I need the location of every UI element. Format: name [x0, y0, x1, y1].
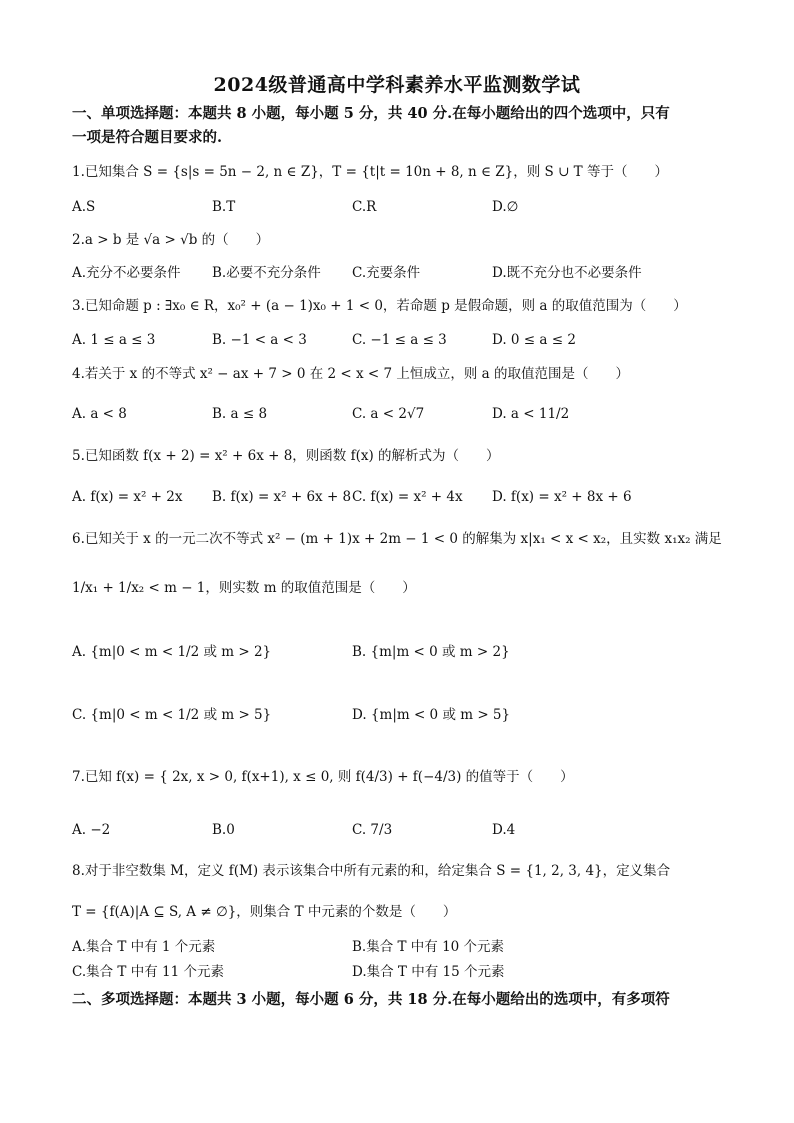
question-8-option-b: B.集合 T 中有 10 个元素: [352, 939, 505, 955]
question-2-option-b: B.必要不充分条件: [212, 265, 321, 281]
question-7-option-c: C. 7/3: [352, 822, 393, 838]
question-7-option-a: A. −2: [72, 822, 111, 838]
question-5-option-c: C. f(x) = x² + 4x: [352, 489, 463, 505]
question-4-stem: 4.若关于 x 的不等式 x² − ax + 7 > 0 在 2 < x < 7 上恒成立，则 a 的取值范围是（ ）: [72, 366, 629, 382]
question-1-option-c: C.R: [352, 199, 377, 215]
question-8-stem-line2: T = {f(A)|A ⊆ S, A ≠ ∅}，则集合 T 中元素的个数是（ ）: [72, 904, 457, 920]
question-2-stem: 2.a > b 是 √a > √b 的（ ）: [72, 232, 270, 248]
question-7-option-b: B.0: [212, 822, 235, 838]
question-1-option-b: B.T: [212, 199, 236, 215]
question-3-option-a: A. 1 ≤ a ≤ 3: [72, 332, 156, 348]
question-5-stem: 5.已知函数 f(x + 2) = x² + 6x + 8，则函数 f(x) 的解析式为（ ）: [72, 448, 500, 464]
question-6-stem: 6.已知关于 x 的一元二次不等式 x² − (m + 1)x + 2m − 1 < 0 的解集为 x|x₁ < x < x₂，且实数 x₁x₂ 满足: [72, 531, 722, 547]
question-5-option-d: D. f(x) = x² + 8x + 6: [492, 489, 632, 505]
question-8-option-a: A.集合 T 中有 1 个元素: [72, 939, 216, 955]
question-6-option-b: B. {m|m < 0 或 m > 2}: [352, 644, 510, 660]
question-3-option-b: B. −1 < a < 3: [212, 332, 307, 348]
question-2-option-a: A.充分不必要条件: [72, 265, 181, 281]
section1-header-line1: 一、单项选择题：本题共 8 小题，每小题 5 分，共 40 分.在每小题给出的四个选项中，只有: [72, 105, 670, 122]
question-2-option-d: D.既不充分也不必要条件: [492, 265, 642, 281]
question-6-option-d: D. {m|m < 0 或 m > 5}: [352, 707, 511, 723]
question-3-option-d: D. 0 ≤ a ≤ 2: [492, 332, 576, 348]
question-5-option-b: B. f(x) = x² + 6x + 8: [212, 489, 352, 505]
question-8-option-d: D.集合 T 中有 15 个元素: [352, 964, 505, 980]
question-5-option-a: A. f(x) = x² + 2x: [72, 489, 183, 505]
question-1-option-a: A.S: [72, 199, 96, 215]
question-6-option-c: C. {m|0 < m < 1/2 或 m > 5}: [72, 707, 272, 723]
question-3-option-c: C. −1 ≤ a ≤ 3: [352, 332, 447, 348]
question-4-option-b: B. a ≤ 8: [212, 406, 268, 422]
question-6-stem-line2: 1/x₁ + 1/x₂ < m − 1，则实数 m 的取值范围是（ ）: [72, 580, 416, 596]
question-4-option-d: D. a < 11/2: [492, 406, 570, 422]
question-1-stem: 1.已知集合 S = {s|s = 5n − 2, n ∈ Z}，T = {t|t = 10n + 8, n ∈ Z}，则 S ∪ T 等于（ ）: [72, 164, 668, 180]
question-7-option-d: D.4: [492, 822, 516, 838]
exam-title: 2024级普通高中学科素养水平监测数学试: [213, 74, 581, 96]
section1-header-line2: 一项是符合题目要求的.: [72, 129, 223, 146]
question-4-option-a: A. a < 8: [72, 406, 127, 422]
question-1-option-d: D.∅: [492, 199, 519, 215]
question-4-option-c: C. a < 2√7: [352, 406, 425, 422]
question-8-option-c: C.集合 T 中有 11 个元素: [72, 964, 224, 980]
question-2-option-c: C.充要条件: [352, 265, 421, 281]
question-8-stem: 8.对于非空数集 M，定义 f(M) 表示该集合中所有元素的和，给定集合 S = {1, 2, 3, 4}，定义集合: [72, 863, 671, 879]
section2-header-line1: 二、多项选择题：本题共 3 小题，每小题 6 分，共 18 分.在每小题给出的选项中，有多项符: [72, 991, 670, 1008]
question-6-option-a: A. {m|0 < m < 1/2 或 m > 2}: [72, 644, 272, 660]
question-7-stem: 7.已知 f(x) = { 2x, x > 0, f(x+1), x ≤ 0, 则 f(4/3) + f(−4/3) 的值等于（ ）: [72, 769, 574, 785]
question-3-stem: 3.已知命题 p : ∃x₀ ∈ R，x₀² + (a − 1)x₀ + 1 < 0，若命题 p 是假命题，则 a 的取值范围为（ ）: [72, 298, 687, 314]
